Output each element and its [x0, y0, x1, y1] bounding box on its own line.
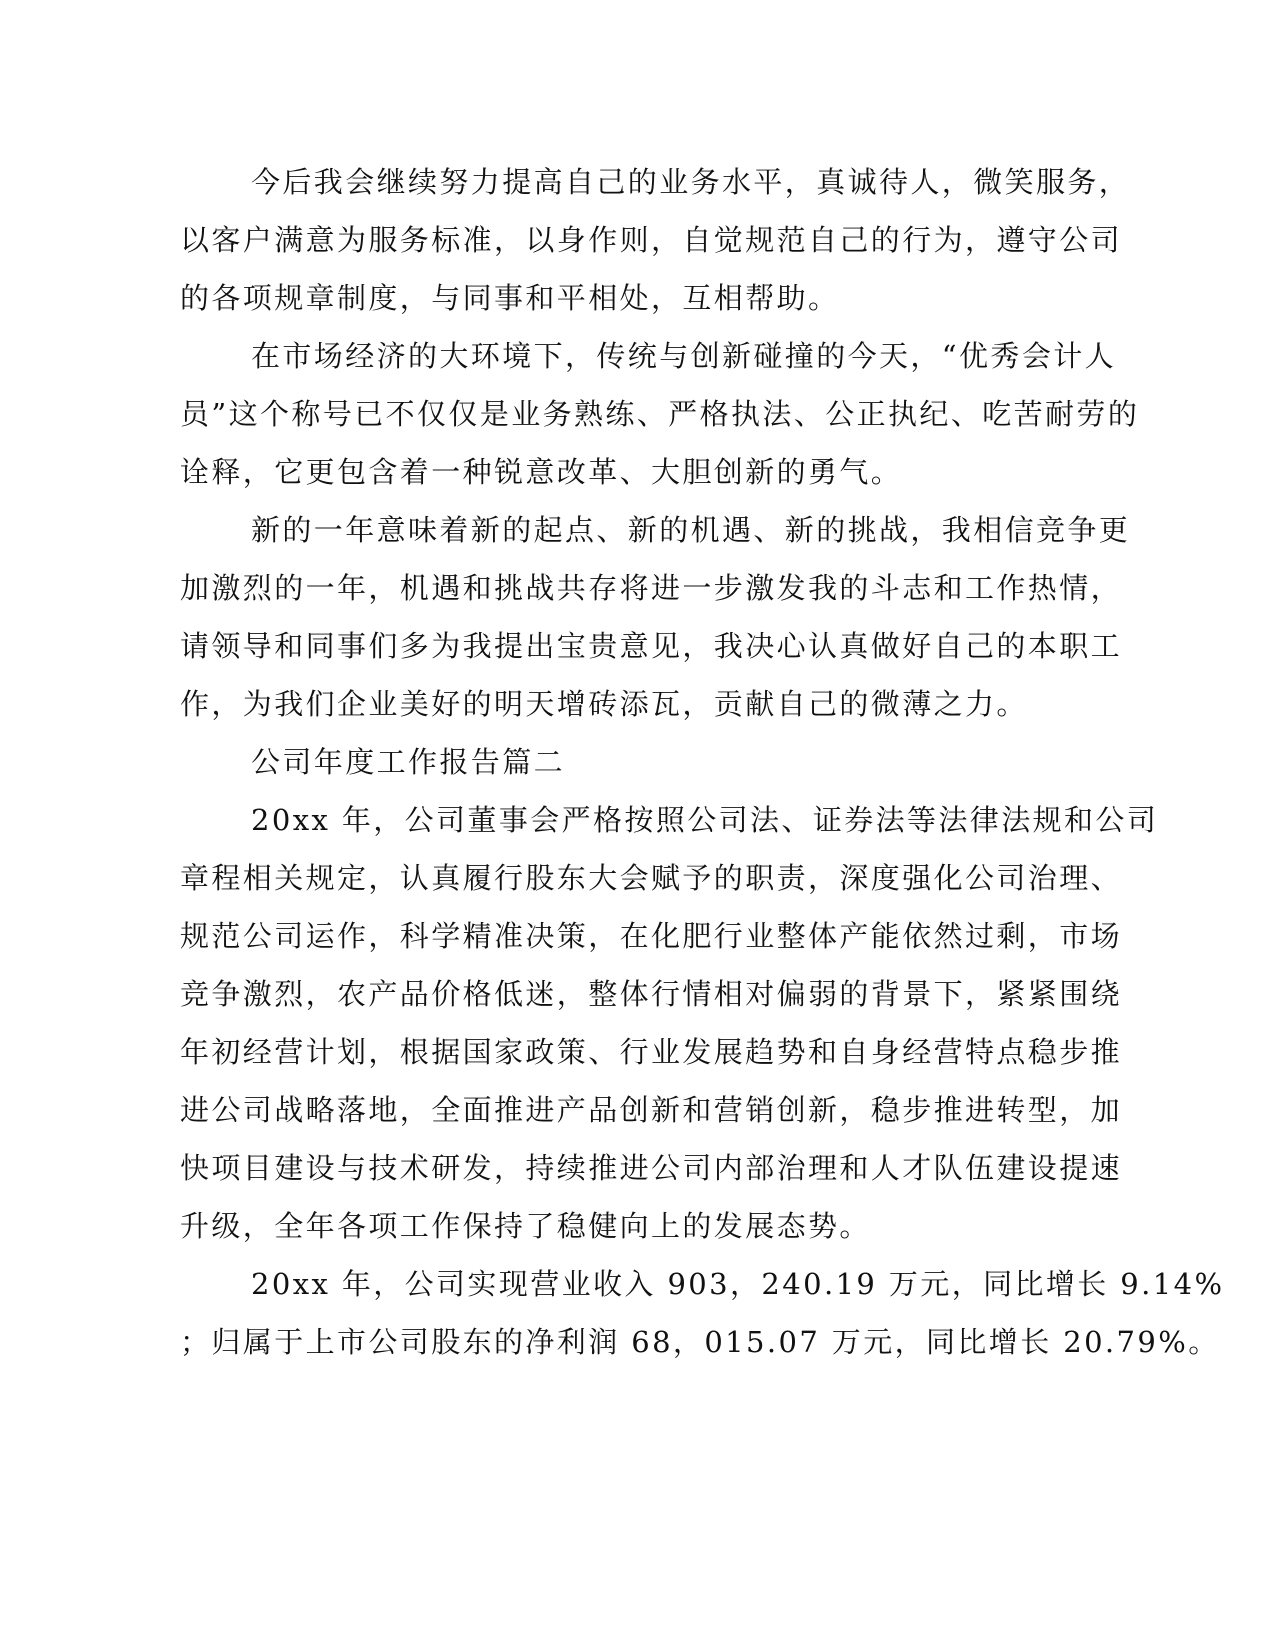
text-line: 20xx 年，公司董事会严格按照公司法、证券法等法律法规和公司: [251, 803, 1159, 837]
text-line: 作，为我们企业美好的明天增砖添瓦，贡献自己的微薄之力。: [180, 687, 1028, 721]
text-line: 诠释，它更包含着一种锐意改革、大胆创新的勇气。: [180, 455, 903, 489]
text-line: 竞争激烈，农产品价格低迷，整体行情相对偏弱的背景下，紧紧围绕: [180, 977, 1123, 1011]
text-line: 员”这个称号已不仅仅是业务熟练、严格执法、公正执纪、吃苦耐劳的: [180, 397, 1140, 431]
text-line: 加激烈的一年，机遇和挑战共存将进一步激发我的斗志和工作热情，: [180, 571, 1123, 605]
text-line: 章程相关规定，认真履行股东大会赋予的职责，深度强化公司治理、: [180, 861, 1123, 895]
text-line: 20xx 年，公司实现营业收入 903，240.19 万元，同比增长 9.14%: [251, 1267, 1225, 1301]
text-line: 新的一年意味着新的起点、新的机遇、新的挑战，我相信竞争更: [251, 513, 1131, 547]
text-line: 今后我会继续努力提高自己的业务水平，真诚待人，微笑服务，: [251, 165, 1131, 199]
text-line: 在市场经济的大环境下，传统与创新碰撞的今天，“优秀会计人: [251, 339, 1117, 373]
text-line: 请领导和同事们多为我提出宝贵意见，我决心认真做好自己的本职工: [180, 629, 1123, 663]
text-line: 的各项规章制度，与同事和平相处，互相帮助。: [180, 281, 840, 315]
section-heading: 公司年度工作报告篇二: [251, 745, 566, 779]
text-line: 以客户满意为服务标准，以身作则，自觉规范自己的行为，遵守公司: [180, 223, 1123, 257]
text-line: 升级，全年各项工作保持了稳健向上的发展态势。: [180, 1209, 871, 1243]
text-line: 快项目建设与技术研发，持续推进公司内部治理和人才队伍建设提速: [180, 1151, 1123, 1185]
text-line: 年初经营计划，根据国家政策、行业发展趋势和自身经营特点稳步推: [180, 1035, 1123, 1069]
text-line: 进公司战略落地，全面推进产品创新和营销创新，稳步推进转型，加: [180, 1093, 1123, 1127]
text-line: 规范公司运作，科学精准决策，在化肥行业整体产能依然过剩，市场: [180, 919, 1123, 953]
text-line: ；归属于上市公司股东的净利润 68，015.07 万元，同比增长 20.79%。: [180, 1325, 1220, 1359]
